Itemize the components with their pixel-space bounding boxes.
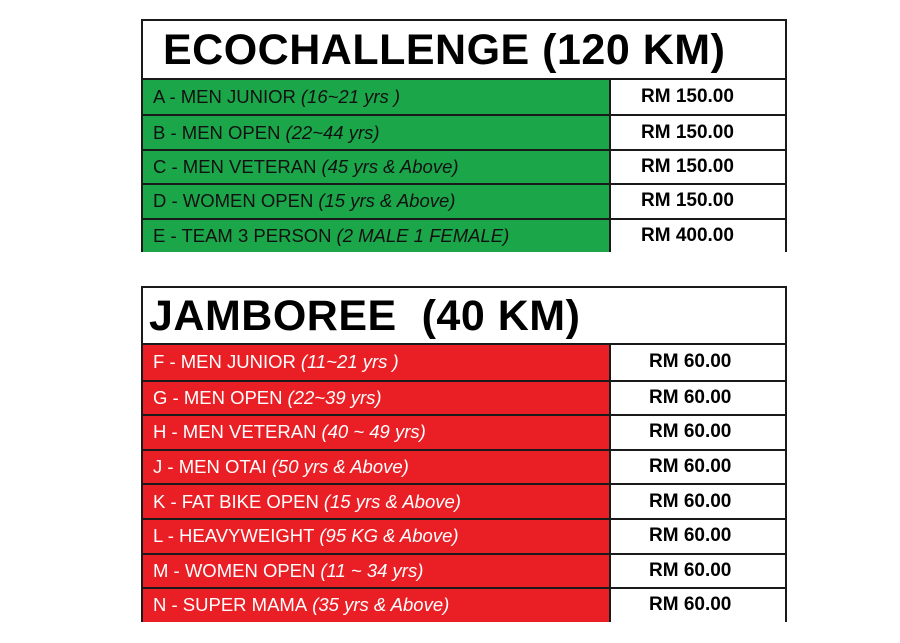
category-cell [143,451,611,484]
price-cell: RM 60.00 [611,555,785,588]
age-range: (2 MALE 1 FEMALE) [336,224,510,246]
age-range: (50 yrs & Above) [271,456,409,478]
category-name: F - MEN JUNIOR [153,351,296,373]
table-row [143,449,785,484]
age-range: (11~21 yrs ) [300,351,399,373]
price-cell: RM 60.00 [611,416,785,449]
category-cell [143,382,611,415]
category-name: L - HEAVYWEIGHT [153,525,315,547]
price-cell: RM 60.00 [611,451,785,484]
category-cell [143,485,611,518]
category-name: E - TEAM 3 PERSON [153,224,332,246]
price-cell: RM 60.00 [611,589,785,622]
category-name: J - MEN OTAI [153,456,267,478]
age-range: (35 yrs & Above) [312,594,450,616]
price-cell: RM 60.00 [611,345,785,380]
table-row [143,218,785,252]
table-row [143,345,785,380]
ecochallenge-table [141,19,787,252]
table-row [143,183,785,217]
category-name: A - MEN JUNIOR [153,86,296,108]
age-range: (15 yrs & Above) [318,190,456,212]
age-range: (22~44 yrs) [285,121,380,143]
table-row [143,380,785,415]
age-range: (16~21 yrs ) [300,86,401,108]
category-cell [143,555,611,588]
price-cell: RM 60.00 [611,520,785,553]
category-name: H - MEN VETERAN [153,421,317,443]
category-cell [143,589,611,622]
price-cell: RM 60.00 [611,382,785,415]
category-name: C - MEN VETERAN [153,155,317,177]
category-cell [143,520,611,553]
category-cell [143,151,611,183]
price-cell: RM 400.00 [611,220,785,252]
price-cell: RM 150.00 [611,80,785,114]
category-name: N - SUPER MAMA [153,594,308,616]
price-cell: RM 60.00 [611,485,785,518]
category-cell [143,116,611,148]
table-row [143,587,785,622]
table-row [143,553,785,588]
table-row [143,483,785,518]
category-name: G - MEN OPEN [153,386,283,408]
age-range: (22~39 yrs) [287,386,382,408]
category-cell [143,80,611,114]
age-range: (15 yrs & Above) [323,490,461,512]
category-name: D - WOMEN OPEN [153,190,314,212]
age-range: (40 ~ 49 yrs) [321,421,426,443]
age-range: (95 KG & Above) [319,525,459,547]
table-row [143,114,785,148]
category-name: M - WOMEN OPEN [153,559,316,581]
table-row [143,518,785,553]
price-cell: RM 150.00 [611,185,785,217]
age-range: (45 yrs & Above) [321,155,459,177]
price-cell: RM 150.00 [611,151,785,183]
age-range: (11 ~ 34 yrs) [320,559,424,581]
jamboree-title: JAMBOREE (40 KM) [143,288,785,345]
price-cell: RM 150.00 [611,116,785,148]
category-cell [143,220,611,252]
category-cell [143,345,611,380]
category-name: K - FAT BIKE OPEN [153,490,319,512]
category-name: B - MEN OPEN [153,121,281,143]
ecochallenge-title: ECOCHALLENGE (120 KM) [143,21,785,80]
table-row [143,149,785,183]
table-row [143,414,785,449]
table-row [143,80,785,114]
category-cell [143,416,611,449]
jamboree-table [141,286,787,622]
category-cell [143,185,611,217]
